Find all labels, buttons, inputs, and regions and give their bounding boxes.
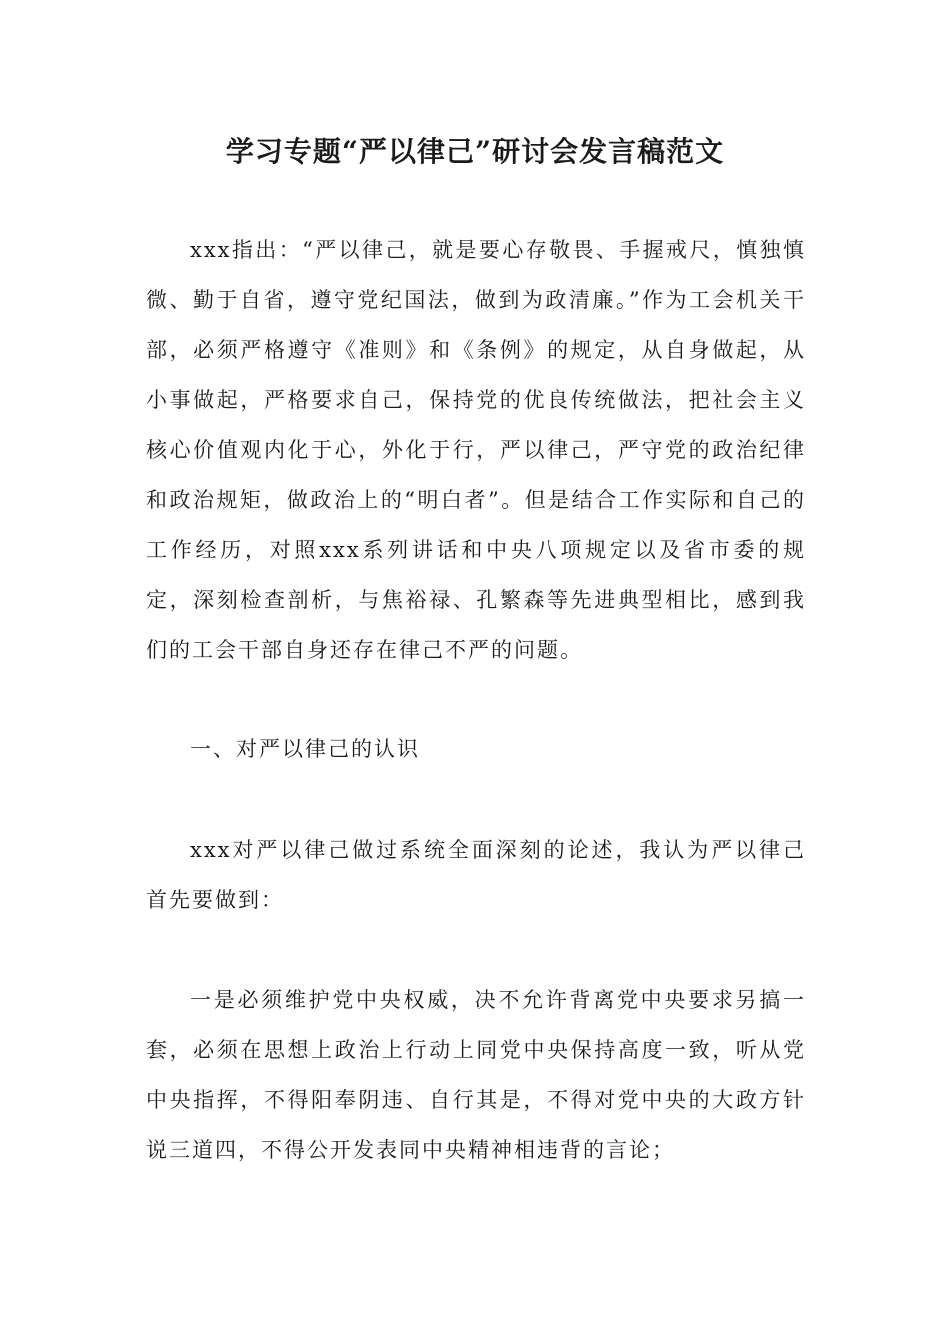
section-heading: 一、对严以律己的认识 [190,737,420,761]
paragraph-understanding: xxx对严以律己做过系统全面深刻的论述，我认为严以律己首先要做到： [146,838,806,912]
document-title: 学习专题“严以律己”研讨会发言稿范文 [225,135,725,168]
paragraph-intro: xxx指出：“严以律己，就是要心存敬畏、手握戒尺，慎独慎微、勤于自省，遵守党纪国法，做到为政清廉。”作为工会机关干部，必须严格遵守《准则》和《条例》的规定，从自身做起，从小事做起，严格要求自己，保持党的优良传统做法，把社会主义核心价值观内化于心，外化于行，严以律己，严守党的政治纪律和政治规矩，做政治上的“明白者”。但是结合工作实际和自己的工作经历，对照xxx系列讲话和中央八项规定以及省市委的规定，深刻检查剖析，与焦裕禄、孔繁森等先进典型相比，感到我们的工会干部自身还存在律己不严的问题。 [146,238,806,662]
paragraph-point-one: 一是必须维护党中央权威，决不允许背离党中央要求另搞一套，必须在思想上政治上行动上同党中央保持高度一致，听从党中央指挥，不得阳奉阴违、自行其是，不得对党中央的大政方针说三道四，不得公开发表同中央精神相违背的言论； [146,988,806,1162]
